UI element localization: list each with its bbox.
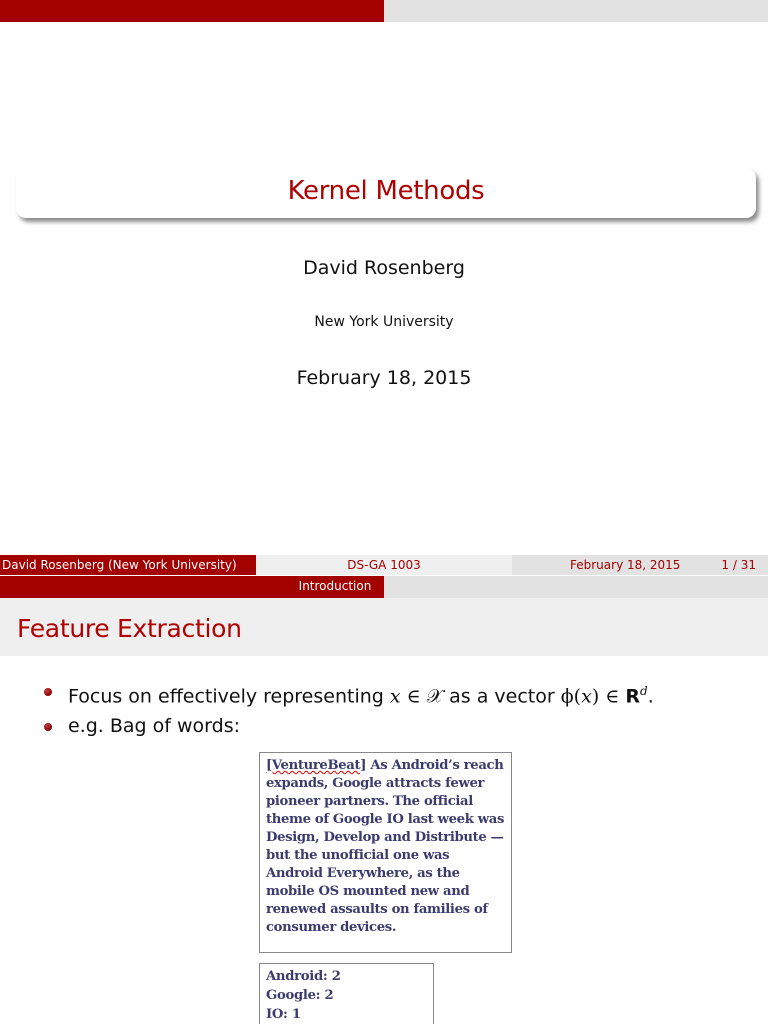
bullet-dot-icon bbox=[44, 723, 52, 731]
word-counts-box bbox=[259, 963, 434, 1024]
bullet-period: . bbox=[647, 685, 654, 708]
math-phi: ϕ( bbox=[560, 685, 582, 708]
top-bar-grey-segment bbox=[384, 0, 768, 22]
footer-author: David Rosenberg (New York University) bbox=[0, 555, 256, 575]
article-source: [VentureBeat] bbox=[266, 758, 367, 773]
top-bar-red-segment bbox=[0, 0, 384, 22]
author-name: David Rosenberg bbox=[303, 257, 465, 279]
math-reals: R bbox=[625, 685, 641, 708]
title-box bbox=[16, 168, 756, 218]
footer-date-segment bbox=[512, 555, 768, 575]
bullet-text: e.g. Bag of words: bbox=[68, 715, 241, 738]
footer-page-number: 1 / 31 bbox=[721, 558, 756, 572]
bullet-item-2 bbox=[44, 711, 744, 741]
bullet-item-1 bbox=[44, 676, 744, 711]
top-decoration-bar bbox=[0, 0, 768, 22]
math-close-in: ) ∈ bbox=[591, 685, 626, 708]
math-in: ∈ bbox=[400, 685, 427, 708]
math-superscript-d: d bbox=[640, 684, 648, 698]
word-count-line: Google: 2 bbox=[266, 988, 334, 1003]
slide-title: Kernel Methods bbox=[287, 176, 485, 206]
bullet-dot-icon bbox=[44, 688, 52, 696]
section-navigation-bar bbox=[0, 576, 768, 598]
slide-footer bbox=[0, 555, 768, 575]
article-body: As Android’s reach expands, Google attracts fewer pioneer partners. The official theme of Google IO last week was Design, Develop and Distribute — but the unofficial one was Android Everywhere, as the mobile OS mounted new and renewed assaults on families of consumer devices. bbox=[266, 758, 505, 935]
math-set-x: 𝒳 bbox=[426, 685, 444, 708]
article-snippet-box bbox=[259, 752, 512, 953]
article-text bbox=[266, 757, 505, 937]
frame-title-bar bbox=[0, 598, 768, 656]
presentation-date: February 18, 2015 bbox=[296, 367, 472, 389]
footer-course: DS-GA 1003 bbox=[256, 555, 512, 575]
math-phi-x: x bbox=[581, 685, 592, 708]
bullet-text: Focus on effectively representing bbox=[68, 685, 390, 708]
institute-name: New York University bbox=[314, 314, 454, 330]
word-count-line: Android: 2 bbox=[266, 969, 341, 984]
section-label[interactable]: Introduction bbox=[298, 579, 372, 593]
section-bar-grey-segment bbox=[384, 576, 768, 598]
word-count-line: IO: 1 bbox=[266, 1007, 301, 1022]
footer-date: February 18, 2015 bbox=[570, 558, 681, 572]
math-x: x bbox=[389, 685, 401, 708]
frame-title: Feature Extraction bbox=[17, 614, 242, 643]
bullet-list bbox=[44, 676, 744, 741]
bullet-text-mid: as a vector bbox=[443, 685, 561, 708]
